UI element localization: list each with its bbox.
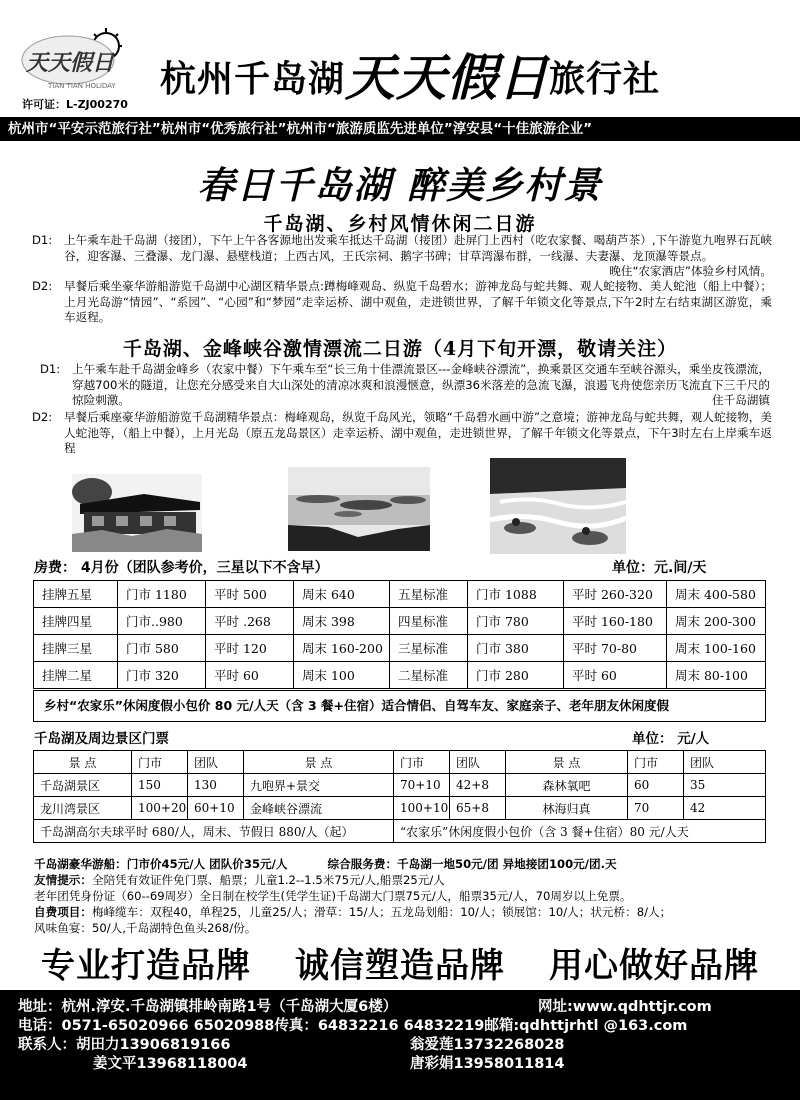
notes-section: [34, 856, 774, 936]
ticket-heading: 千岛湖及周边景区门票: [34, 731, 169, 747]
tour2-title: 千岛湖、金峰峡谷激情漂流二日游（4月下旬开漂，敬请关注）: [122, 338, 678, 360]
ticket-price-table: [33, 750, 766, 843]
website[interactable]: 网址:www.qdhttjr.com: [538, 999, 712, 1015]
table-row: [34, 820, 766, 843]
contact-person-3: 姜文平13968118004: [93, 1056, 248, 1072]
tips-text-2: 老年团凭身份证（60--69周岁）全日制在校学生(凭学生证)千岛湖大门票75元/人，船票35元/人，70周岁以上免票。: [34, 889, 632, 903]
photo-lake-islands: [288, 467, 430, 551]
table-row: 挂牌四星 门市..980 平时 .268 周末 398 四星标准 门市 780 平时 160-180 周末 200-300: [34, 608, 766, 635]
room-price-table: [33, 580, 766, 689]
golf-price: 千岛湖高尔夫球平时 680/人，周末、节假日 880/人（起）: [34, 820, 394, 843]
honors-bar: 杭州市“平安示范旅行社”杭州市“优秀旅行社”杭州市“旅游质监先进单位”淳安县“十佳旅游企业”: [0, 117, 800, 141]
agency-title: 杭州千岛湖天天假日旅行社: [160, 48, 661, 107]
tour2-day2: D2: 早餐后乘座豪华游船游览千岛湖精华景点：梅峰观岛，纵览千岛风光，领略“千岛碧水画中游”之意境；游神龙岛与蛇共舞，观人蛇接物，美人蛇池等，（船上中餐），上月光岛（原五龙岛景区）走幸运桥、湖中观鱼，走进锁世界，了解千年锁文化等景点，下午3时左右上岸乘车返程: [32, 410, 772, 455]
slogan-2: 诚信塑造品牌: [295, 946, 505, 986]
table-row: 挂牌二星 门市 320 平时 60 周末 100 二星标准 门市 280 平时 60 周末 80-100: [34, 662, 766, 689]
contact-person-4: 唐彩娟13958011814: [410, 1056, 565, 1072]
photo-village-house: [72, 474, 202, 552]
self-pay-text-2: 风味鱼宴：50/人,千岛湖特色鱼头268/份。: [34, 921, 257, 935]
day-label: D2:: [32, 410, 53, 424]
boat-price: 千岛湖豪华游船：门市价45元/人 团队价35元/人: [34, 857, 288, 871]
slogan-1: 专业打造品牌: [41, 946, 251, 986]
agency-brand: 天天假日: [345, 48, 550, 107]
agency-logo: [18, 26, 130, 96]
tour1-title: 千岛湖、乡村风情休闲二日游: [263, 213, 537, 235]
contact-person-2: 翁爱莲13732268028: [410, 1037, 565, 1053]
logo-subtext: TIAN TIAN HOLIDAY: [48, 82, 116, 90]
table-row: 千岛湖景区 150 130 九咆界+景交 70+10 42+8 森林氧吧 60 35: [34, 774, 766, 797]
day-label: D1:: [32, 233, 53, 247]
tour1-day2: D2: 早餐后乘坐豪华游船游览千岛湖中心湖区精华景点:蹲梅峰观岛、纵览千岛碧水；游神龙岛与蛇共舞、观人蛇接物、美人蛇池（船上中餐）；上月光岛游“情园”、“系园”、“心园”和“梦园”走幸运桥、湖中观鱼，走进锁世界，了解千年锁文化等景点,下午2时左右结束湖区游览，乘车返程。: [32, 279, 772, 324]
phone-fax-email: 电话：0571-65020966 65020988传真：64832216 64832219邮箱:qdhttjrhtl @163.com: [18, 1018, 688, 1034]
day-label: D2:: [32, 279, 53, 293]
logo-text: 天天假日: [26, 50, 115, 76]
room-price-unit: 单位：元.间/天: [612, 560, 707, 576]
photo-rafting: [490, 458, 626, 554]
table-header-row: 景 点 门市 团队 景 点 门市 团队 景 点 门市 团队: [34, 751, 766, 774]
self-pay-label: 自费项目：: [34, 905, 92, 919]
tour1-day1: D1: 上午乘车赴千岛湖（接团），下午上午各客源地出发乘车抵达千岛湖（接团）赴屏门上西村（吃农家餐、喝葫芦茶）,下午游览九咆界石瓦峡谷，迎客瀑、三叠瀑、龙门瀑、悬壁栈道；上西古风，王氏宗祠、鹅字书碑；甘草湾瀑布群，一线瀑、夫妻瀑、龙顶瀑等景点。 晚住“农家酒店”体验乡村风情。: [32, 233, 772, 278]
address: 地址：杭州.淳安.千岛湖镇排岭南路1号（千岛湖大厦6楼）: [18, 999, 398, 1015]
main-slogan: 春日千岛湖 醉美乡村景: [197, 163, 603, 207]
contact-label: 联系人：: [18, 1037, 76, 1053]
day-label: D1:: [40, 362, 61, 376]
tour2-day1: D1: 上午乘车赴千岛湖金峰乡（农家中餐）下午乘车至“长三角十佳漂流景区---金峰峡谷漂流”，换乘景区交通车至峡谷源头，乘坐皮筏漂流，穿越700米的隧道，让您充分感受来自大山深处的清凉冰爽和浪漫惬意，纵漂36米落差的急流飞瀑，浪遏飞舟使您亲历飞流直下三千尺的惊险刺激。 住千岛湖镇: [40, 362, 770, 407]
contact-person-1: 胡田力13906819166: [76, 1037, 231, 1053]
table-row: 挂牌五星 门市 1180 平时 500 周末 640 五星标准 门市 1088 平时 260-320 周末 400-580: [34, 581, 766, 608]
contact-box: [0, 990, 800, 1100]
service-fee: 综合服务费：千岛湖一地50元/团 异地接团100元/团.天: [327, 857, 617, 871]
overnight-note: 住千岛湖镇: [712, 393, 770, 407]
ticket-unit: 单位： 元/人: [632, 731, 710, 747]
farmstay-package: 乡村“农家乐”休闲度假小包价 80 元/人天（含 3 餐+住宿）适合情侣、自驾车友、家庭亲子、老年朋友休闲度假: [33, 690, 766, 722]
overnight-note: 晚住“农家酒店”体验乡村风情。: [609, 264, 772, 278]
slogan-3: 用心做好品牌: [549, 946, 759, 986]
license-number: 许可证：L-ZJ00270: [22, 98, 128, 111]
brand-slogans: [0, 938, 800, 987]
table-row: 挂牌三星 门市 580 平时 120 周末 160-200 三星标准 门市 380 平时 70-80 周末 100-160: [34, 635, 766, 662]
farmstay-ticket-note: “农家乐”休闲度假小包价（含 3 餐+住宿）80 元/人天: [394, 820, 766, 843]
table-row: 龙川湾景区 100+20 60+10 金峰峡谷漂流 100+10 65+8 林海归真 70 42: [34, 797, 766, 820]
room-price-heading: 房费： 4月份（团队参考价，三星以下不含早）: [34, 560, 329, 576]
tips-text-1: 全陪凭有效证件免门票、船票；儿童1.2--1.5米75元/人,船票25元/人: [91, 873, 445, 887]
self-pay-text-1: 梅峰缆车：双程40，单程25，儿童25/人；滑草：15/人；五龙岛划船：10/人；锁展馆：10/人；状元桥：8/人；: [91, 905, 672, 919]
tips-label: 友情提示：: [34, 873, 92, 887]
